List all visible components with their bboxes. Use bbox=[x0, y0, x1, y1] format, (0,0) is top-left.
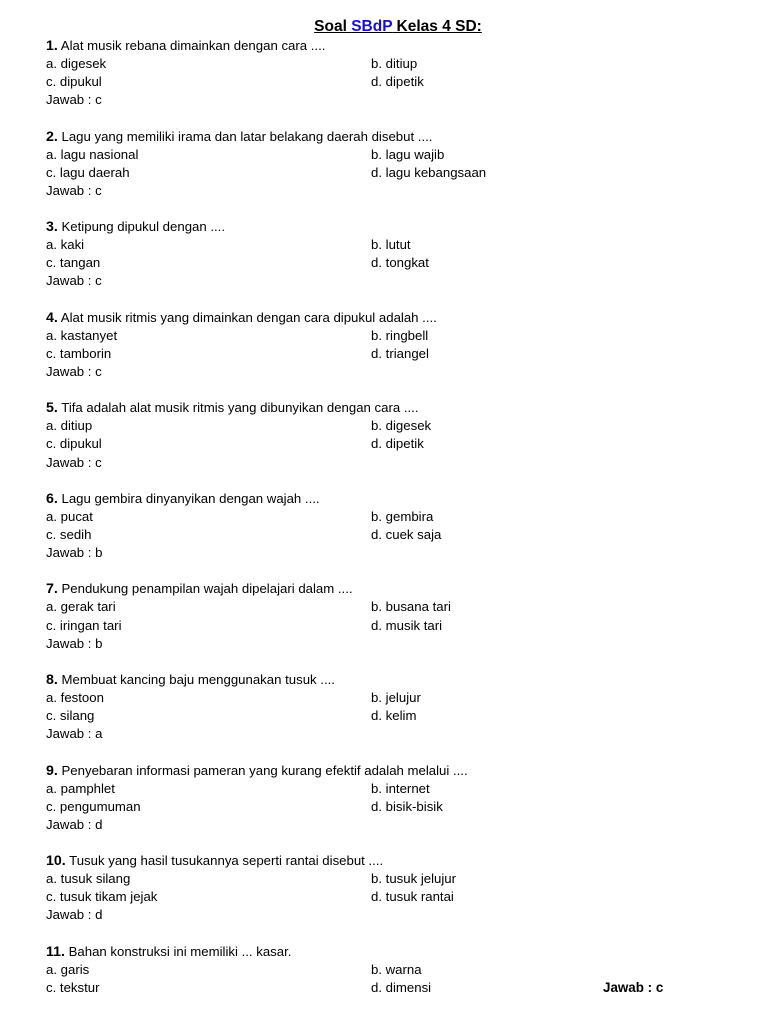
option-a: a. festoon bbox=[46, 690, 104, 706]
option-b: b. lutut bbox=[371, 237, 411, 253]
question-9 bbox=[46, 762, 726, 834]
option-d: d. triangel bbox=[371, 345, 429, 361]
option-d: d. kelim bbox=[371, 708, 417, 724]
option-d: d. tusuk rantai bbox=[371, 889, 454, 905]
question-text: Tifa adalah alat musik ritmis yang dibunyikan dengan cara .... bbox=[57, 400, 419, 416]
answer-line: Jawab : c bbox=[46, 182, 102, 198]
option-b: b. jelujur bbox=[371, 690, 421, 706]
question-text: Alat musik rebana dimainkan dengan cara .... bbox=[57, 38, 326, 53]
option-c: c. lagu daerah bbox=[46, 164, 130, 180]
question-11 bbox=[46, 943, 726, 997]
question-text: Bahan konstruksi ini memiliki ... kasar. bbox=[64, 943, 292, 959]
option-c: c. tangan bbox=[46, 255, 101, 271]
option-a: a. kaki bbox=[46, 237, 85, 253]
answer-line: Jawab : a bbox=[46, 726, 103, 742]
question-6 bbox=[46, 490, 726, 562]
question-number: 7. bbox=[46, 581, 58, 598]
question-number: 2. bbox=[46, 128, 58, 145]
option-b: b. tusuk jelujur bbox=[371, 871, 457, 887]
option-d: d. bisik-bisik bbox=[371, 798, 443, 814]
option-c: c. iringan tari bbox=[46, 617, 122, 633]
option-b: b. digesek bbox=[371, 418, 432, 434]
title-link-sbdp[interactable]: SBdP bbox=[351, 18, 393, 35]
option-d: d. dimensi bbox=[371, 979, 432, 995]
answer-line: Jawab : c bbox=[46, 363, 102, 379]
title-suffix: Kelas 4 SD: bbox=[392, 18, 482, 35]
question-number: 1. bbox=[46, 38, 58, 54]
title-prefix: Soal bbox=[314, 18, 352, 35]
answer-line: Jawab : c bbox=[46, 454, 102, 470]
option-a: a. kastanyet bbox=[46, 327, 118, 343]
option-d: d. lagu kebangsaan bbox=[371, 164, 487, 180]
question-number: 11. bbox=[46, 943, 65, 960]
option-d: d. tongkat bbox=[371, 255, 429, 271]
option-a: a. garis bbox=[46, 961, 90, 977]
option-a: a. tusuk silang bbox=[46, 871, 131, 887]
question-text: Lagu yang memiliki irama dan latar belakang daerah disebut .... bbox=[57, 128, 433, 144]
question-number: 3. bbox=[46, 219, 58, 236]
answer-line: Jawab : c bbox=[46, 273, 102, 289]
question-7 bbox=[46, 580, 726, 652]
question-text: Lagu gembira dinyanyikan dengan wajah .... bbox=[57, 490, 320, 506]
option-d: d. cuek saja bbox=[371, 527, 442, 542]
option-d: d. dipetik bbox=[371, 74, 424, 90]
option-b: b. busana tari bbox=[371, 599, 451, 615]
answer-line: Jawab : c bbox=[46, 92, 102, 108]
question-3 bbox=[46, 218, 726, 290]
option-c: c. dipukul bbox=[46, 74, 102, 90]
option-b: b. internet bbox=[371, 780, 430, 796]
answer-line: Jawab : d bbox=[46, 816, 103, 832]
option-d: d. musik tari bbox=[371, 617, 443, 633]
option-d: d. dipetik bbox=[371, 436, 424, 452]
answer-line: Jawab : b bbox=[46, 545, 103, 561]
option-a: a. digesek bbox=[46, 56, 107, 72]
option-c: c. silang bbox=[46, 708, 95, 724]
question-text: Ketipung dipukul dengan .... bbox=[57, 219, 226, 235]
option-b: b. gembira bbox=[371, 508, 434, 524]
option-b: b. lagu wajib bbox=[371, 146, 445, 162]
question-list bbox=[46, 37, 726, 1015]
option-c: c. tekstur bbox=[46, 979, 100, 995]
option-c: c. sedih bbox=[46, 527, 92, 542]
question-2 bbox=[46, 128, 726, 200]
option-a: a. pamphlet bbox=[46, 780, 115, 796]
option-c: c. dipukul bbox=[46, 436, 102, 452]
question-5 bbox=[46, 399, 726, 471]
answer-line: Jawab : b bbox=[46, 635, 103, 651]
option-c: c. tusuk tikam jejak bbox=[46, 889, 158, 905]
option-a: a. gerak tari bbox=[46, 599, 116, 615]
question-text: Membuat kancing baju menggunakan tusuk .... bbox=[57, 671, 335, 687]
question-number: 8. bbox=[46, 671, 58, 688]
question-1 bbox=[46, 37, 726, 109]
question-text: Penyebaran informasi pameran yang kurang efektif adalah melalui .... bbox=[57, 762, 468, 778]
question-number: 6. bbox=[46, 490, 58, 507]
question-4 bbox=[46, 309, 726, 381]
question-number: 9. bbox=[46, 762, 58, 779]
option-b: b. warna bbox=[371, 961, 422, 977]
option-c: c. tamborin bbox=[46, 345, 112, 361]
option-b: b. ditiup bbox=[371, 56, 418, 72]
option-a: a. ditiup bbox=[46, 418, 93, 434]
option-a: a. lagu nasional bbox=[46, 146, 139, 162]
question-text: Tusuk yang hasil tusukannya seperti rantai disebut .... bbox=[65, 853, 384, 869]
answer-line: Jawab : c bbox=[603, 979, 664, 995]
question-number: 10. bbox=[46, 853, 66, 870]
option-b: b. ringbell bbox=[371, 327, 429, 343]
question-number: 4. bbox=[46, 309, 58, 326]
question-text: Alat musik ritmis yang dimainkan dengan cara dipukul adalah .... bbox=[57, 309, 437, 325]
question-number: 5. bbox=[46, 400, 58, 417]
option-c: c. pengumuman bbox=[46, 798, 141, 814]
answer-line: Jawab : d bbox=[46, 907, 103, 923]
question-8 bbox=[46, 671, 726, 743]
question-text: Pendukung penampilan wajah dipelajari dalam .... bbox=[57, 581, 353, 597]
option-a: a. pucat bbox=[46, 508, 93, 524]
page-title bbox=[0, 17, 768, 37]
question-10 bbox=[46, 852, 726, 924]
